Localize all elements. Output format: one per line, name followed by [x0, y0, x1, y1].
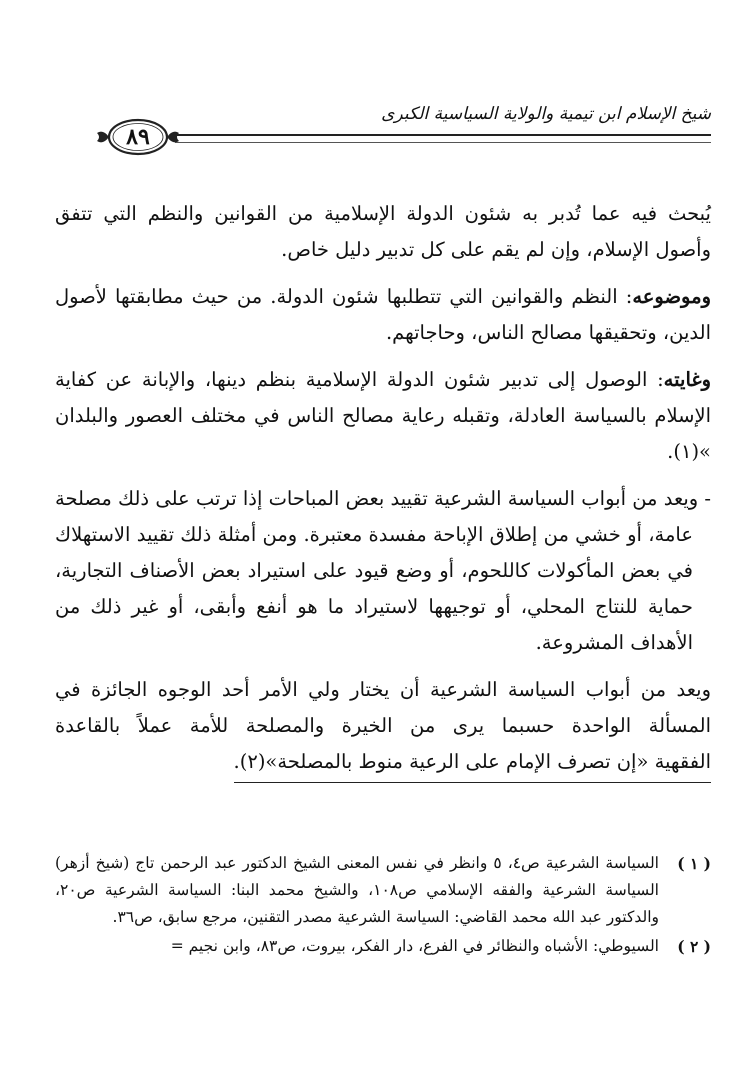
subject-text: : النظم والقوانين التي تتطلبها شئون الدولة. من حيث مطابقتها لأصول الدين، وتحقيقها مصالح الناس، وحاجاتهم. [55, 285, 711, 344]
page-header [95, 100, 711, 160]
footnote-text: السيوطي: الأشباه والنظائر في الفرع، دار الفكر، بيروت، ص٨٣، وابن نجيم = [170, 937, 659, 955]
purpose-text: : الوصول إلى تدبير شئون الدولة الإسلامية بنظم دينها، والإبانة عن كفاية الإسلام بالسياسة العادلة، وتقبله رعاية مصالح الناس في مختلف العصور والبلدان »(١). [55, 368, 711, 463]
ruler-choice-last-line: الفقهية «إن تصرف الإمام على الرعية منوط بالمصلحة»(٢). [234, 744, 711, 783]
running-title: شيخ الإسلام ابن تيمية والولاية السياسية الكبرى [381, 104, 711, 124]
ruler-choice-text: ويعد من أبواب السياسة الشرعية أن يختار ولي الأمر أحد الوجوه الجائزة في المسألة الواحدة حسبما يرى من الخيرة والمصلحة للأمة عملاً بالقاعدة [55, 678, 711, 737]
page-number-badge [95, 117, 181, 157]
term-subject: وموضوعه [632, 285, 711, 308]
paragraph-restricting-permissibles: - ويعد من أبواب السياسة الشرعية تقييد بعض المباحات إذا ترتب على ذلك مصلحة عامة، أو خشي من إطلاق الإباحة مفسدة معتبرة. ومن أمثلة ذلك تقييد الاستهلاك في بعض المأكولات كاللحوم، أو وضع قيود على استيراد بعض الأصناف التجارية، حماية للنتاج المحلي، أو توجيهها لاستيراد ما هو أنفع وأبقى، أو غير ذلك من الأهداف المشروعة. [55, 487, 711, 654]
footnote [55, 933, 711, 960]
term-purpose: وغايته [663, 368, 711, 391]
paragraph-purpose [55, 362, 711, 470]
paragraph-ruler-choice [55, 672, 711, 783]
footnote-marker: ( ١ ) [677, 854, 711, 873]
header-rule [175, 134, 711, 143]
page-number: ٨٩ [126, 124, 150, 150]
paragraph-definition: يُبحث فيه عما تُدبر به شئون الدولة الإسلامية من القوانين والنظم التي تتفق وأصول الإسلام، وإن لم يقم على كل تدبير دليل خاص. [55, 202, 711, 261]
main-text [55, 196, 711, 794]
footnote-marker: ( ٢ ) [677, 937, 711, 956]
footnotes [55, 850, 711, 962]
footnote-text: السياسة الشرعية ص٤، ٥ وانظر في نفس المعنى الشيخ الدكتور عبد الرحمن تاج (شيخ أزهر) السياسة الشرعية والفقه الإسلامي ص١٠٨، والشيخ محمد البنا: السياسة الشرعية ص٢٠، والدكتور عبد الله محمد القاضي: السياسة الشرعية مصدر التقنين، مرجع سابق، ص٣٦. [55, 854, 659, 926]
footnote [55, 850, 711, 931]
paragraph-subject [55, 279, 711, 351]
